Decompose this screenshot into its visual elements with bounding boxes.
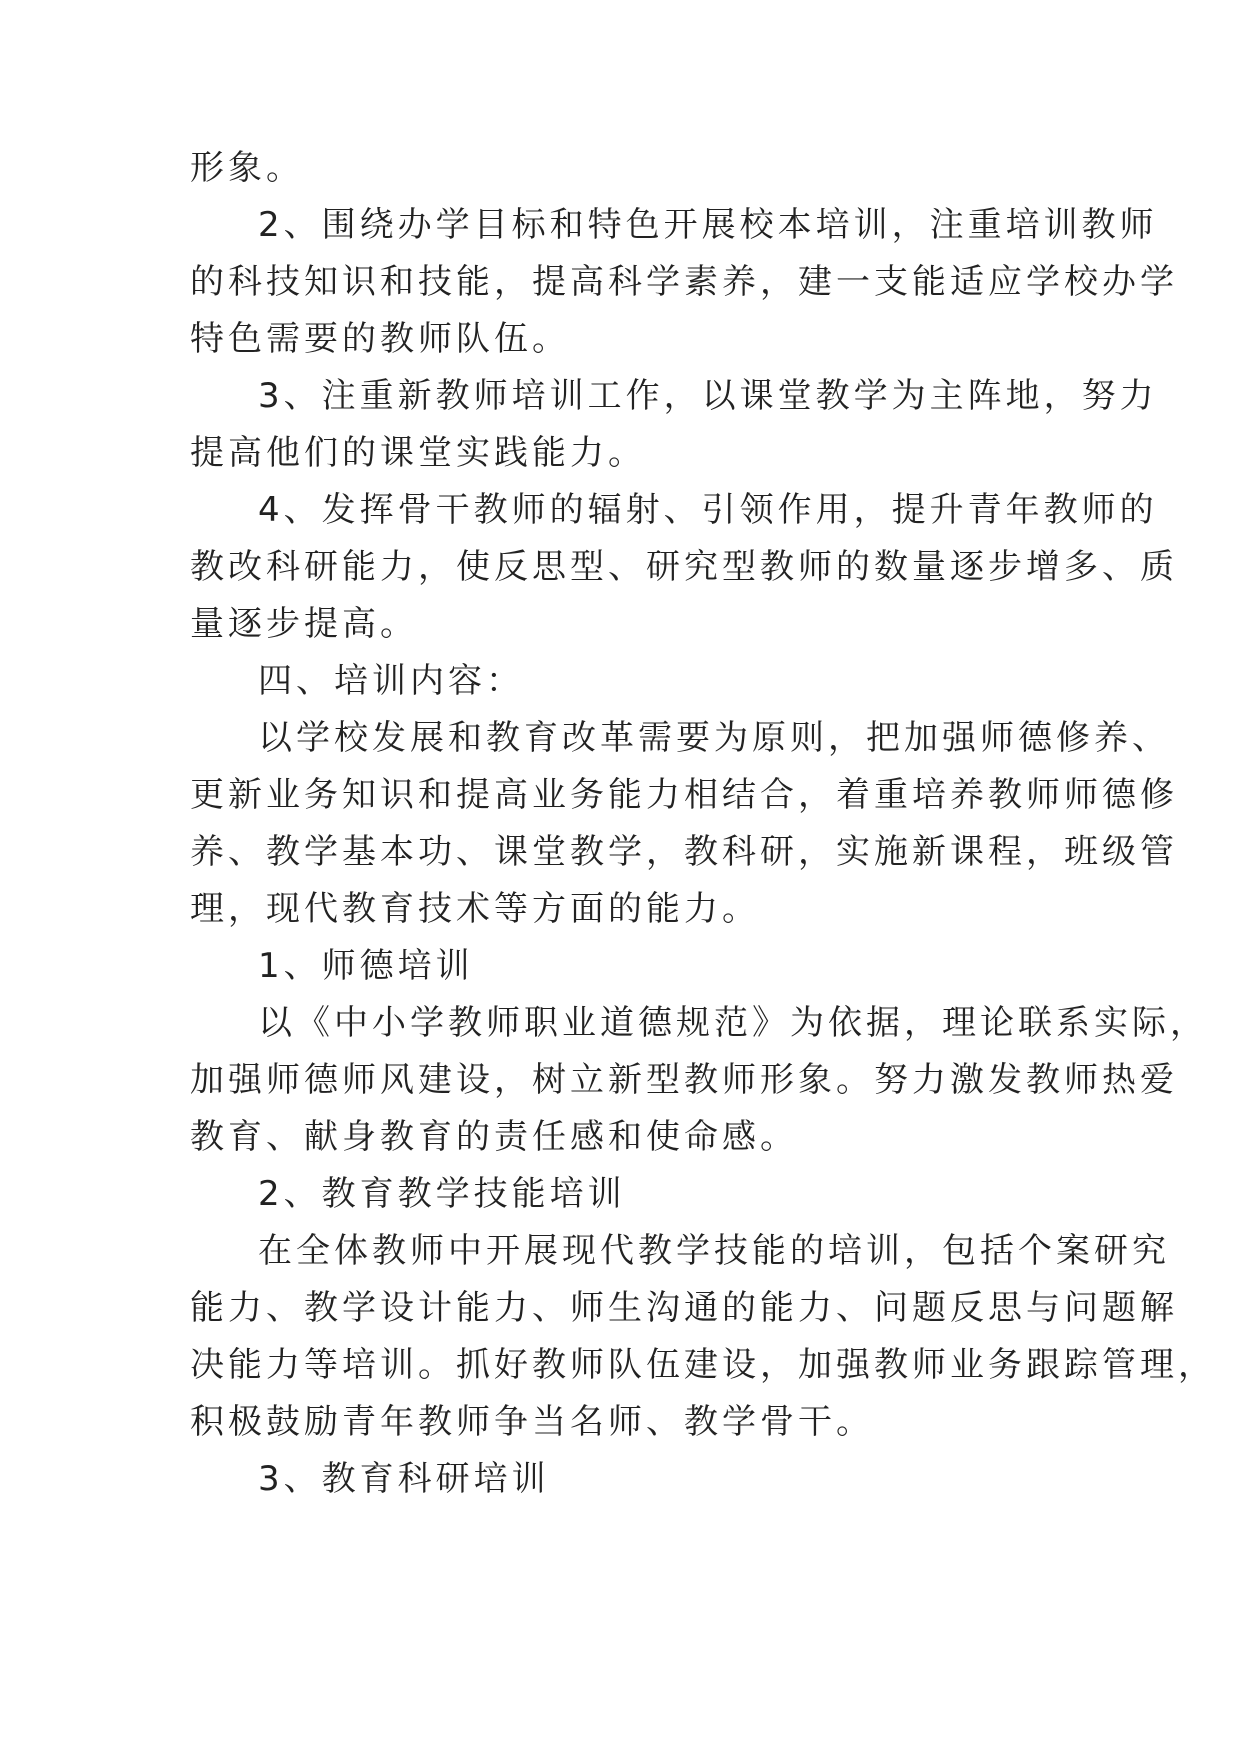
text-line: 以《中小学教师职业道德规范》为依据，理论联系实际， xyxy=(258,1003,1208,1043)
text-line: 决能力等培训。抓好教师队伍建设，加强教师业务跟踪管理， xyxy=(190,1345,1216,1385)
text-line: 量逐步提高。 xyxy=(190,604,418,644)
text-line: 积极鼓励青年教师争当名师、教学骨干。 xyxy=(190,1402,874,1442)
text-line: 形象。 xyxy=(190,148,304,188)
text-line: 4、发挥骨干教师的辐射、引领作用，提升青年教师的 xyxy=(258,490,1158,530)
text-line: 2、围绕办学目标和特色开展校本培训，注重培训教师 xyxy=(258,205,1158,245)
text-line: 理，现代教育技术等方面的能力。 xyxy=(190,889,760,929)
text-line: 更新业务知识和提高业务能力相结合，着重培养教师师德修 xyxy=(190,775,1178,815)
text-line: 在全体教师中开展现代教学技能的培训，包括个案研究 xyxy=(258,1231,1170,1271)
text-line: 养、教学基本功、课堂教学，教科研，实施新课程，班级管 xyxy=(190,832,1178,872)
text-line: 提高他们的课堂实践能力。 xyxy=(190,433,646,473)
section-heading: 四、培训内容： xyxy=(258,661,524,701)
text-line: 特色需要的教师队伍。 xyxy=(190,319,570,359)
text-line: 能力、教学设计能力、师生沟通的能力、问题反思与问题解 xyxy=(190,1288,1178,1328)
subsection-heading: 3、教育科研培训 xyxy=(258,1459,550,1499)
text-line: 教改科研能力，使反思型、研究型教师的数量逐步增多、质 xyxy=(190,547,1178,587)
text-line: 的科技知识和技能，提高科学素养，建一支能适应学校办学 xyxy=(190,262,1178,302)
text-line: 加强师德师风建设，树立新型教师形象。努力激发教师热爱 xyxy=(190,1060,1178,1100)
text-line: 以学校发展和教育改革需要为原则，把加强师德修养、 xyxy=(258,718,1170,758)
subsection-heading: 1、师德培训 xyxy=(258,946,474,986)
text-line: 教育、献身教育的责任感和使命感。 xyxy=(190,1117,798,1157)
subsection-heading: 2、教育教学技能培训 xyxy=(258,1174,626,1214)
text-line: 3、注重新教师培训工作，以课堂教学为主阵地，努力 xyxy=(258,376,1158,416)
